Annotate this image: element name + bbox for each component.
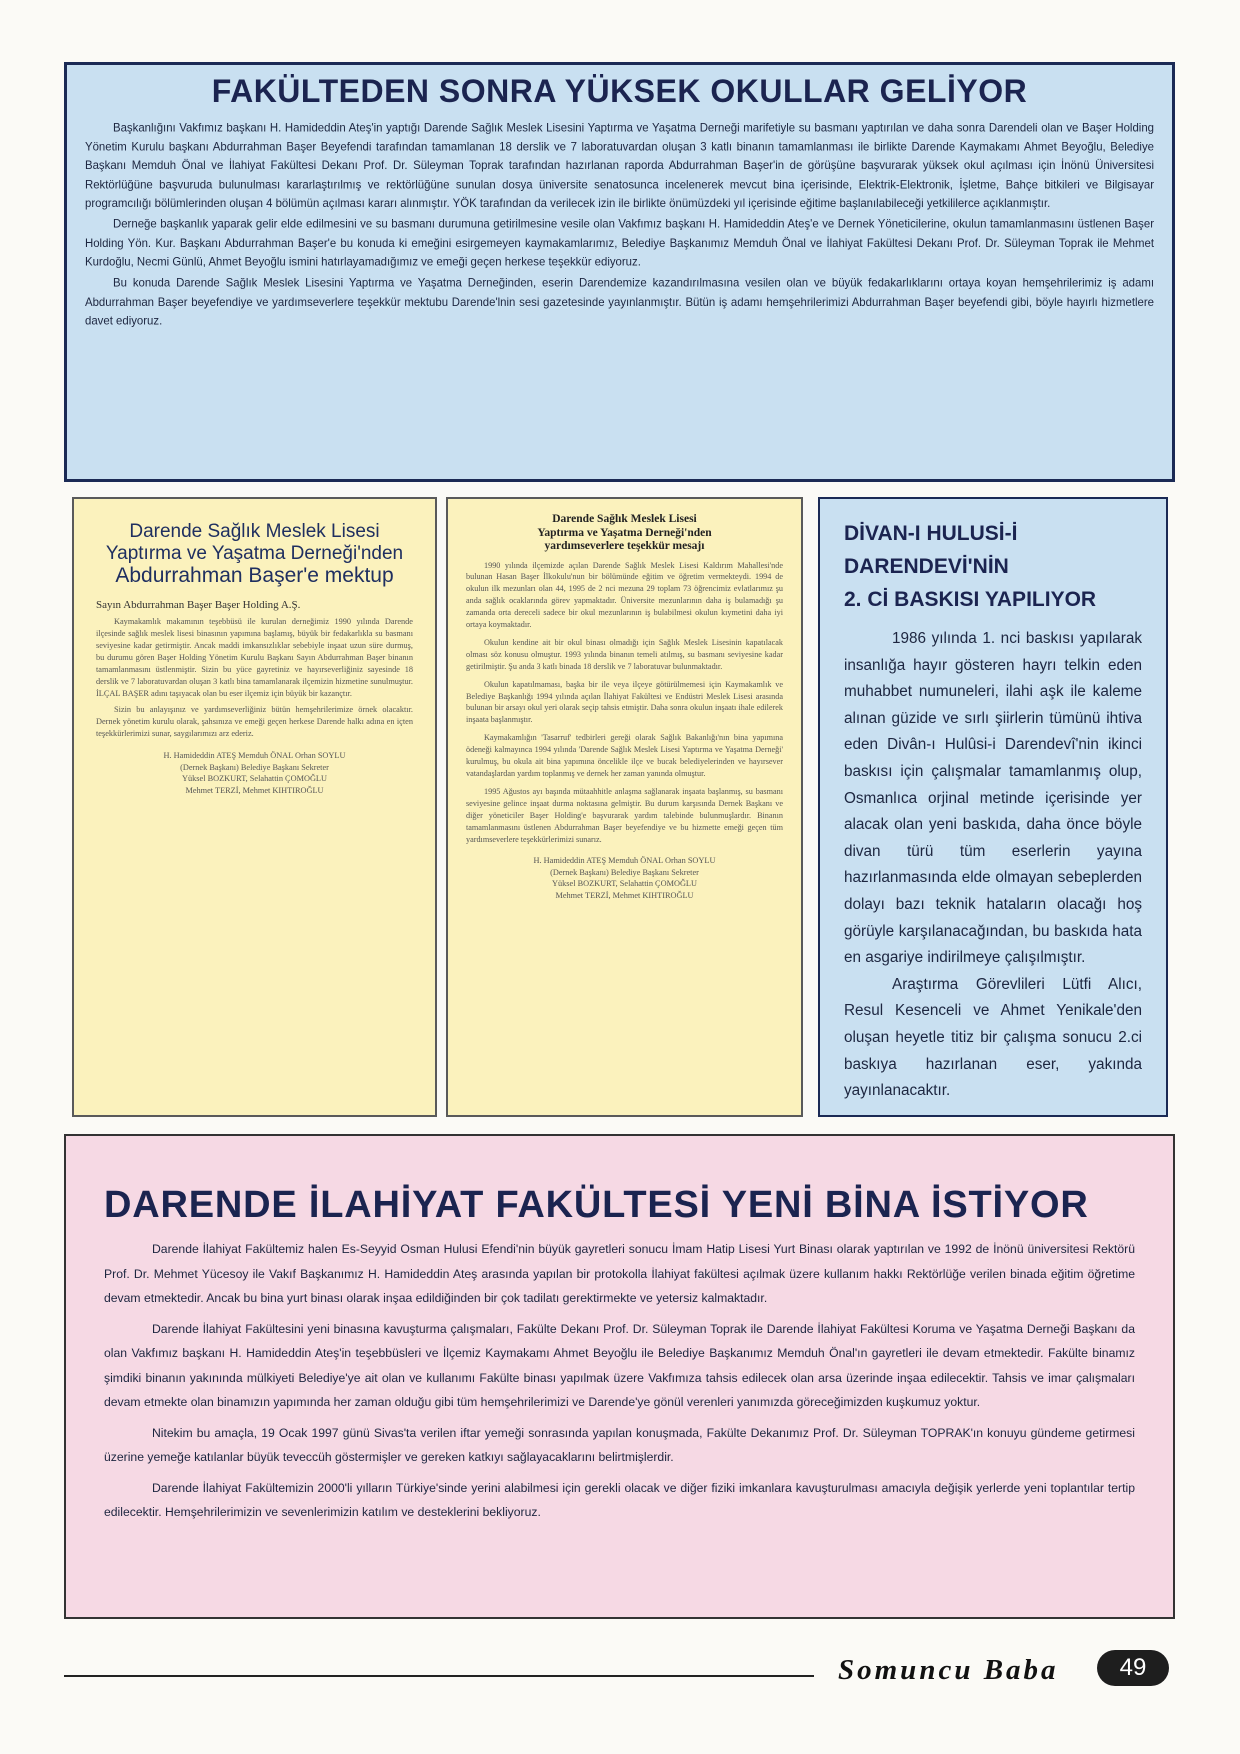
signature-line: H. Hamideddin ATEŞ Memduh ÖNAL Orhan SOYLU — [163, 751, 346, 760]
bottom-article-paragraph: Darende İlahiyat Fakültemiz halen Es-Seyyid Osman Hulusi Efendi'nin büyük gayretleri sonucu İmam Hatip Lisesi Yurt Binası olarak yaptırılan ve 1992 de İnönü üniversitesi Rektörü Prof. Dr. Mehmet Yücesoy ile Vakıf Başkanımız H. Hamideddin Ateş arasında yapılan bir protokolla İlahiyat fakültesi açılmak üzere kullanım hakkı Rektörlüğe verilen binada eğitim öğretime devam etmektedir. Ancak bu bina yurt binası olarak inşaa edildiğinden bir çok tadilatı gerektirmekte ve yetersiz kalmaktadır. — [104, 1242, 1135, 1305]
letter-mid-body: Okulun kapatılmaması, başka bir ile veya ilçeye götürülmemesi için Kaymakamlık ve Belediye Başkanlığı 1994 yılında açılan İlahiyat Fakültesi ve Endüstri Meslek Lisesi arasında bulunan bir arsayı okul yeri olarak seçip tahsis etmiştir. Daha sonra okulun inşaatı ihale edilerek inşaata başlanmıştır. — [466, 679, 783, 725]
top-article-paragraph: Bu konuda Darende Sağlık Meslek Lisesini Yaptırma ve Yaşatma Derneğinden, eserin Darendemize kazandırılmasına vesilen olan ve büyük fedakarlıklarını ortaya koyan hemşehrilerimiz iş adamı Abdurrahman Başer beyefendiye ve yardımseverlere teşekkür mektubu Darende'lnin sesi gazetesinde yayınlanmıştır. Bütün iş adamı hemşehrilerimizi Abdurrahman Başer beyefendi gibi, böyle hayırlı hizmetlere davet ediyoruz. — [85, 277, 1154, 328]
letter-to-abdurrahman-baser — [72, 497, 437, 1117]
bottom-article-paragraph: Darende İlahiyat Fakültesini yeni binasına kavuşturma çalışmaları, Fakülte Dekanı Prof. Dr. Süleyman Toprak ile Darende İlahiyat Fakültesi Koruma ve Yaşatma Derneği Başkanı da olan Vakfımız başkanı H. Hamideddin Ateş'in teşebbüsleri ve İlçemiz Kaymakamı Ahmet Beyoğlu ile Belediye Başkanımız Memduh Önal'ın gayretleri ile devam etmektedir. Fakülte binamız şimdiki binanın yakınında mülkiyeti Belediye'ye ait olan ve kullanımı Fakülte binası yapılmak üzere Vakfımıza tahsis edilecek olan arsa üzerinde inşaa edilecektir. Tahsis ve imar çalışmaları devam etmekte olan binamızın yapımında her zaman olduğu gibi tüm hemşehrilerimizi ve Darende'ye gönül verenleri yanımızda göreceğimizden kuşkumuz yoktur. — [104, 1321, 1135, 1409]
page-number: 49 — [1097, 1650, 1169, 1686]
top-article — [64, 62, 1175, 482]
letter-mid-signatures — [466, 855, 783, 901]
magazine-name: Somuncu Baba — [838, 1654, 1059, 1686]
divan-paragraph: 1986 yılında 1. nci baskısı yapılarak insanlığa hayır gösteren hayrı telkin eden muhabbet numuneleri, ilahi aşk ile kaleme alınan güzide ve sırlı şiirlerin tümünü ihtiva eden Divân-ı Hulûsi-i Darendevî'nin ikinci baskısı için çalışmalar tamamlanmış olup, Osmanlıca orjinal metinde içerisinde yer alacak olan yeni baskıda, daha önce böyle divan türü tüm eserlerin yayına hazırlanmasında elde olmayan sebeplerden dolayı bazı teknik hataların olacağı hoş görüyle karşılanacağından, bu baskıda hata en asgariye indirilmeye çalışılmıştır. — [844, 630, 1142, 967]
bottom-article — [64, 1134, 1175, 1619]
letter-mid-body: Kaymakamlığın 'Tasarruf' tedbirleri gereği olarak Sağlık Bakanlığı'nın bina yapımına ödeneği kalmayınca 1994 yılında 'Darende Sağlık Meslek Lisesi Yaptırma ve Yaşatma Derneği' kurulmuş, bu okula ait bina yapımına öncelikle ilçe ve bucak belediyelerinden ve hayırsever vatandaşlardan yardım toplanmış ve dernek her zaman yanında olmuştur. — [466, 733, 783, 778]
signature-line: (Dernek Başkanı) Belediye Başkanı Sekreter — [550, 867, 699, 877]
divan-paragraph: Araştırma Görevlileri Lütfi Alıcı, Resul Kesenceli ve Ahmet Yenikale'den oluşan heyetle titiz bir çalışma sonucu 2.ci baskıya hazırlanan eser, yakında yayınlanacaktır. — [844, 975, 1142, 1100]
signature-line: Mehmet TERZİ, Mehmet KIHTIROĞLU — [555, 890, 694, 900]
divan-title-line1: DİVAN-I HULUSİ-İ — [844, 522, 1018, 545]
letter-mid-body: Okulun kendine ait bir okul binası olmadığı için Sağlık Meslek Lisesinin kapatılacak olması söz konusu olmuştur. 1993 yılında binanın temeli atılmış, su basmanı seviyesine kadar getirilmiştir. Şu anda 3 katlı binada 18 derslik ve 7 laboratuvar bulunmaktadır. — [466, 637, 783, 671]
divan-title-line2: DARENDEVİ'NİN — [844, 555, 1009, 578]
thank-you-message — [446, 497, 803, 1117]
top-article-paragraph: Derneğe başkanlık yaparak gelir elde edilmesini ve su basmanı durumuna getirilmesine vesile olan Vakfımız başkanı H. Hamideddin Ateş'e ve Dernek Yöneticilerine, okulun tamamlanmasını üstlenen Başer Holding Yön. Kur. Başkanı Abdurrahman Başer'e bu konuda ki emeğini esirgemeyen kaymakamlarımız, Belediye Başkanımız Memduh Önal ve İlahiyat Fakültesi Dekanı Prof. Dr. Süleyman Toprak ile Mehmet Kurdoğlu, Necmi Günlü, Ahmet Beyoğlu ismini hatırlayamadığımız ve emeği geçen herkese teşekkür ediyoruz. — [85, 218, 1154, 269]
bottom-article-title: DARENDE İLAHİYAT FAKÜLTESİ YENİ BİNA İSTİYOR — [104, 1184, 1089, 1226]
signature-line: H. Hamideddin ATEŞ Memduh ÖNAL Orhan SOYLU — [533, 856, 716, 866]
divan-article — [818, 497, 1168, 1117]
letter-mid-heading-line3: yardımseverlere teşekkür mesajı — [544, 540, 705, 552]
footer-rule — [64, 1675, 814, 1677]
letter-left-signatures — [96, 750, 413, 796]
bottom-article-paragraph: Nitekim bu amaçla, 19 Ocak 1997 günü Sivas'ta verilen iftar yemeği sonrasında yapılan konuşmada, Fakülte Dekanımız Prof. Dr. Süleyman TOPRAK'ın konuyu gündeme getirmesi üzerine yemeğe katılanlar büyük teveccüh göstermişler ve gereken katkıyı sağlayacaklarını belirtmişlerdir. — [104, 1425, 1135, 1464]
letter-left-title-line2: Yaptırma ve Yaşatma Derneği'nden — [105, 543, 404, 564]
bottom-article-paragraph: Darende İlahiyat Fakültemizin 2000'li yılların Türkiye'sinde yerini alabilmesi için gerekli olacak ve diğer fiziki imkanlara kavuşturulması amacıyla değişik yerlerde yeni toplantılar tertip edilecektir. Hemşehrilerimizin ve sevenlerimizin katılım ve desteklerini bekliyoruz. — [104, 1480, 1135, 1519]
letter-left-title-line3: Abdurrahman Başer'e mektup — [115, 564, 394, 587]
letter-mid-heading-line2: Yaptırma ve Yaşatma Derneği'nden — [537, 526, 712, 539]
letter-mid-body: 1990 yılında ilçemizde açılan Darende Sağlık Meslek Lisesi Kaldırım Mahallesi'nde bulunan Hasan Başer İlkokulu'nun bir bölümünde eğitim ve öğretim vermekteydi. 1994 de okulun ilk mezunları olan 44, 1995 de 2 nci mezuna 29 toplam 73 öğrencimiz evlatlarımız şu anda sağlık ocaklarında görev yapmaktadır. Üniversite mezunlarının daha iş bulamadığı şu zamanda orta dereceli sadece bir okul mezunlarının iş bulabilmesi okulun kıymetini daha iyi ortaya koymaktadır. — [466, 560, 783, 630]
top-article-paragraph: Başkanlığını Vakfımız başkanı H. Hamideddin Ateş'in yaptığı Darende Sağlık Meslek Lisesini Yaptırma ve Yaşatma Derneği marifetiyle su basmanı yaptırılan ve daha sonra Darendeli olan ve Başer Holding Yönetim Kurulu başkanı Abdurrahman Başer Beyefendi tarafından tamamlanan 18 derslik ve 7 laboratuvardan oluşan 3 katlı binanın tamamlanması ile birlikte Darende Kaymakamı Ahmet Beyoğlu, Belediye Başkanı Memduh Önal ve İlahiyat Fakültesi Dekanı Prof. Dr. Süleyman Toprak tarafından hazırlanan raporda Abdurrahman Başer'in de görüşüne başvurarak yüksek okul açılması için İnönü Üniversitesi Rektörlüğüne başvuruda bulunulması kararlaştırılmış ve rektörlüğüne sunulan dosya üniversite senatosunca incelenerek mevcut bina içerisinde, Elektrik-Elektronik, İşletme, Bahçe bitkileri ve Bilgisayar programcılığı bölümlerinden oluşan 4 bölümün açılması kararı alınmıştır. YÖK tarafından da verilecek izin ile birlikte önümüzdeki yıl içerisinde eğitime başlanılabileceği yetkililerce açıklanmıştır. — [85, 122, 1154, 211]
divan-title-line3: 2. Cİ BASKISI YAPILIYOR — [844, 588, 1097, 611]
signature-line: Mehmet TERZİ, Mehmet KIHTIROĞLU — [185, 785, 324, 795]
letter-mid-body: 1995 Ağustos ayı başında mütaahhitle anlaşma sağlanarak inşaata başlanmış, su basmanı seviyesine gelince inşaat durma noktasına gelmiştir. Bu durum karşısında Dernek Başkanı ve diğer yöneticiler Başer Holding'e başvurarak yardım talebinde bulunmuşlardır. Binanın tamamlanmasını üstlenen Abdurrahman Başer beyefendiye ve bu hizmette emeği geçen tüm yardımseverlere teşekkürlerimizi sunarız. — [466, 786, 783, 844]
signature-line: Yüksel BOZKURT, Selahattin ÇOMOĞLU — [182, 774, 327, 783]
signature-line: Yüksel BOZKURT, Selahattin ÇOMOĞLU — [552, 879, 697, 889]
top-article-title: FAKÜLTEDEN SONRA YÜKSEK OKULLAR GELİYOR — [211, 73, 1028, 109]
letter-left-title-line1: Darende Sağlık Meslek Lisesi — [129, 521, 380, 542]
letter-left-body: Kaymakamlık makamının teşebbüsü ile kurulan derneğimiz 1990 yılında Darende ilçesinde sağlık meslek lisesi binasının yapımına başlamış, büyük bir fedakarlıkla su basmanı seviyesine kadar getirmiştir. Ancak maddi imkansızlıklar sebebiyle inşaat uzun süre durmuş, bu durumu gören Başer Holding Yönetim Kurulu Başkanı Sayın Abdurrahman Başer binanın tamamlanmasını üstlenmiştir. Sizin bu yüce gayretiniz ve hayırseverliğiniz sayesinde 18 derslik ve 7 laboratuvardan oluşan 3 katlı bina tamamlanarak ilçemizin hizmetine sunulmuştur. İLÇAL BAŞER adını taşıyacak olan bu eser ilçemiz için büyük bir kazançtır. — [96, 617, 413, 698]
signature-line: (Dernek Başkanı) Belediye Başkanı Sekreter — [180, 762, 329, 772]
letter-left-salutation: Sayın Abdurrahman Başer Başer Holding A.Ş. — [96, 599, 301, 611]
letter-left-body: Sizin bu anlayışınız ve yardımseverliğiniz bütün hemşehrilerimize örnek olacaktır. Dernek yönetim kurulu olarak, şahsınıza ve emeği geçen herkese Darende halkı adına en içten teşekkürlerimizi sunar, saygılarımızı arz ederiz. — [96, 705, 413, 738]
letter-mid-heading-line1: Darende Sağlık Meslek Lisesi — [552, 513, 697, 525]
